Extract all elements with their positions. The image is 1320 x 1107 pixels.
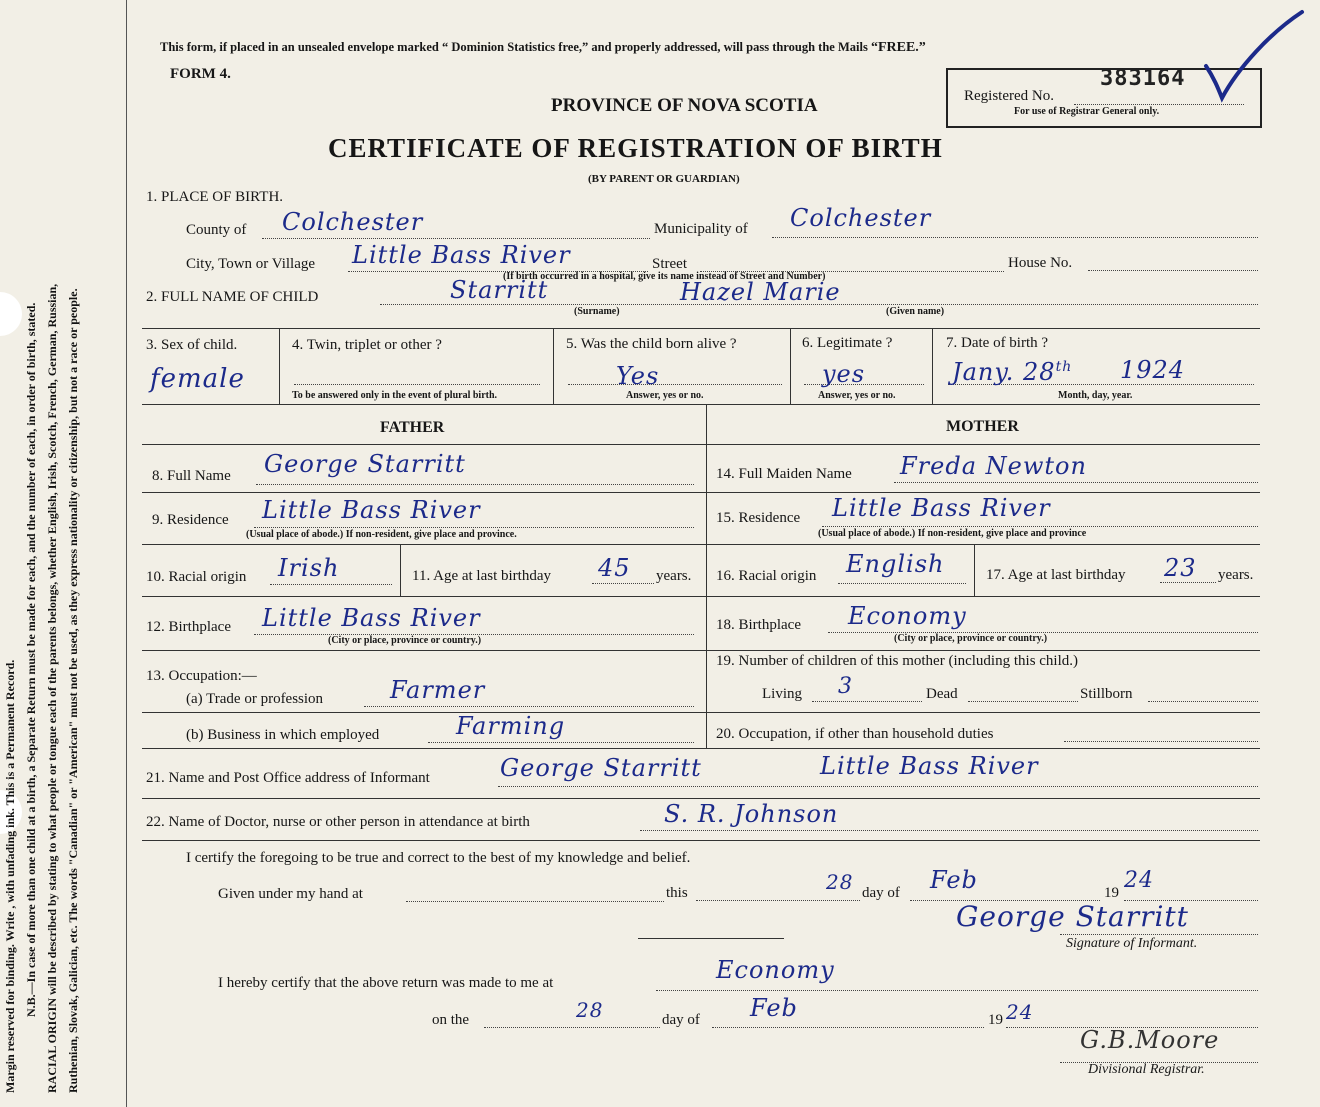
dead-label: Dead — [926, 686, 958, 702]
father-name-value: George Starritt — [264, 450, 466, 478]
sex-label: 3. Sex of child. — [146, 337, 238, 353]
mother-occupation-label: 20. Occupation, if other than household duties — [716, 726, 994, 742]
county-value: Colchester — [282, 208, 424, 236]
registrar-day: 28 — [576, 998, 604, 1022]
registrar-year-prefix: 19 — [988, 1012, 1003, 1028]
certify-month: Feb — [930, 866, 978, 894]
informant-signature: George Starritt — [956, 900, 1189, 933]
county-label: County of — [186, 222, 247, 238]
certificate-subtitle: (BY PARENT OR GUARDIAN) — [588, 173, 740, 185]
form-number: FORM 4. — [170, 66, 231, 82]
mother-name-value: Freda Newton — [900, 452, 1087, 480]
certify-this-label: this — [666, 885, 688, 901]
registrar-month: Feb — [750, 994, 798, 1022]
dob-month-day: Jany. 28th — [952, 358, 1073, 386]
twin-label: 4. Twin, triplet or other ? — [292, 337, 442, 353]
born-alive-note: Answer, yes or no. — [626, 390, 704, 401]
surname-caption: (Surname) — [574, 306, 620, 317]
doctor-label: 22. Name of Doctor, nurse or other person in attendance at birth — [146, 814, 530, 830]
place-of-birth-label: 1. PLACE OF BIRTH. — [146, 189, 284, 205]
trade-label: (a) Trade or profession — [186, 691, 324, 707]
rule-top — [142, 328, 1260, 329]
mother-residence-value: Little Bass River — [832, 494, 1051, 522]
father-race-label: 10. Racial origin — [146, 569, 247, 585]
child-surname: Starritt — [450, 276, 549, 304]
margin-instructions — [0, 0, 130, 1107]
born-alive-label: 5. Was the child born alive ? — [566, 336, 737, 352]
registered-number: 383164 — [1100, 66, 1186, 91]
registrar-year: 24 — [1006, 1000, 1034, 1024]
dob-caption: Month, day, year. — [1058, 390, 1133, 401]
father-residence-note: (Usual place of abode.) If non-resident, give place and province. — [246, 529, 517, 540]
hospital-note: (If birth occurred in a hospital, give its name instead of Street and Number) — [503, 271, 826, 282]
mother-birthplace-value: Economy — [848, 602, 967, 630]
father-age-value: 45 — [598, 554, 631, 582]
children-count-label: 19. Number of children of this mother (including this child.) — [716, 653, 1079, 669]
mother-age-label: 17. Age at last birthday — [986, 567, 1126, 583]
check-mark-icon — [1200, 8, 1310, 108]
business-value: Farming — [456, 712, 566, 740]
born-alive-value: Yes — [616, 362, 660, 390]
father-heading: FATHER — [380, 419, 445, 436]
mother-heading: MOTHER — [946, 418, 1019, 435]
dob-label: 7. Date of birth ? — [946, 335, 1049, 351]
house-no-label: House No. — [1008, 255, 1073, 271]
certify-statement: I certify the foregoing to be true and correct to the best of my knowledge and belief. — [186, 850, 691, 866]
certify-year: 24 — [1124, 868, 1154, 893]
margin-line-3: RACIAL ORIGIN will be described by stating to what people or tongue each of the parents belongs, whether English, Irish, Scotch, French, German, Russian, — [45, 283, 59, 1093]
margin-line-4: Ruthenian, Slovak, Galician, etc. The words "Canadian" or "American" must not be used, as they express nationality or citizenship, but not a race or people. — [66, 288, 80, 1093]
margin-line-1: Margin reserved for binding. Write — [3, 908, 17, 1093]
mother-race-value: English — [846, 550, 945, 578]
given-under-hand-label: Given under my hand at — [218, 886, 363, 902]
legitimate-label: 6. Legitimate ? — [802, 335, 893, 351]
father-birthplace-value: Little Bass River — [262, 604, 481, 632]
registrar-place: Economy — [716, 956, 835, 984]
street-label: Street — [652, 256, 687, 272]
mother-residence-note: (Usual place of abode.) If non-resident, give place and province — [818, 528, 1087, 539]
city-label: City, Town or Village — [186, 256, 316, 272]
legitimate-value: yes — [822, 360, 866, 388]
legitimate-note: Answer, yes or no. — [818, 390, 896, 401]
doctor-name: S. R. Johnson — [664, 800, 839, 828]
trade-value: Farmer — [390, 676, 486, 704]
certify-day-of-label: day of — [862, 885, 900, 901]
city-value: Little Bass River — [352, 241, 571, 269]
mother-residence-label: 15. Residence — [716, 510, 801, 526]
living-value: 3 — [838, 674, 853, 699]
living-label: Living — [762, 686, 802, 702]
mother-years-label: years. — [1218, 567, 1254, 583]
occupation-label: 13. Occupation:— — [146, 668, 257, 684]
stillborn-label: Stillborn — [1080, 686, 1133, 702]
municipality-value: Colchester — [790, 204, 932, 232]
father-birthplace-label: 12. Birthplace — [146, 619, 231, 635]
registrar-statement: I hereby certify that the above return was made to me at — [218, 975, 554, 991]
informant-address: Little Bass River — [820, 752, 1039, 780]
father-birthplace-note: (City or place, province or country.) — [328, 635, 482, 646]
dob-year: 1924 — [1120, 356, 1186, 384]
father-residence-label: 9. Residence — [152, 512, 229, 528]
mother-birthplace-label: 18. Birthplace — [716, 617, 801, 633]
parent-divider — [706, 404, 707, 748]
informant-signature-caption: Signature of Informant. — [1066, 936, 1198, 951]
father-years-label: years. — [656, 568, 692, 584]
registrar-use-note: For use of Registrar General only. — [1014, 106, 1160, 117]
registrar-caption: Divisional Registrar. — [1088, 1062, 1205, 1077]
certificate-title: CERTIFICATE OF REGISTRATION OF BIRTH — [328, 133, 943, 163]
province-heading: PROVINCE OF NOVA SCOTIA — [551, 95, 818, 116]
given-name-caption: (Given name) — [886, 306, 945, 317]
child-given-name: Hazel Marie — [680, 278, 841, 306]
sex-value: female — [150, 364, 245, 394]
mother-age-value: 23 — [1164, 554, 1197, 582]
informant-name: George Starritt — [500, 754, 702, 782]
registrar-signature: G.B.Moore — [1080, 1026, 1220, 1054]
margin-line-1b: , with unfading ink. This is a Permanent Record. — [3, 659, 17, 909]
father-residence-value: Little Bass River — [262, 496, 481, 524]
business-label: (b) Business in which employed — [186, 727, 380, 743]
section-divider — [638, 938, 784, 939]
registrar-day-of-label: day of — [662, 1012, 700, 1028]
mother-name-label: 14. Full Maiden Name — [716, 466, 852, 482]
municipality-label: Municipality of — [654, 221, 748, 237]
mail-notice: This form, if placed in an unsealed envelope marked “ Dominion Statistics free,” and properly addressed, will pass through the Mails “FREE.” — [160, 40, 926, 55]
father-race-value: Irish — [278, 554, 340, 582]
mother-birthplace-note: (City or place, province or country.) — [894, 633, 1048, 644]
registered-label: Registered No. — [964, 88, 1054, 104]
twin-note: To be answered only in the event of plural birth. — [292, 390, 498, 401]
margin-line-2: N.B.—In case of more than one child at a birth, a Separate Return must be made for each, and the number of each, in order of birth, stated. — [24, 302, 38, 1017]
certify-year-prefix: 19 — [1104, 885, 1119, 901]
certify-day: 28 — [826, 870, 854, 894]
informant-label: 21. Name and Post Office address of Informant — [146, 770, 430, 786]
father-age-label: 11. Age at last birthday — [412, 568, 551, 584]
registrar-on-the-label: on the — [432, 1012, 470, 1028]
mother-race-label: 16. Racial origin — [716, 568, 817, 584]
child-name-label: 2. FULL NAME OF CHILD — [146, 289, 319, 305]
father-name-label: 8. Full Name — [152, 468, 231, 484]
